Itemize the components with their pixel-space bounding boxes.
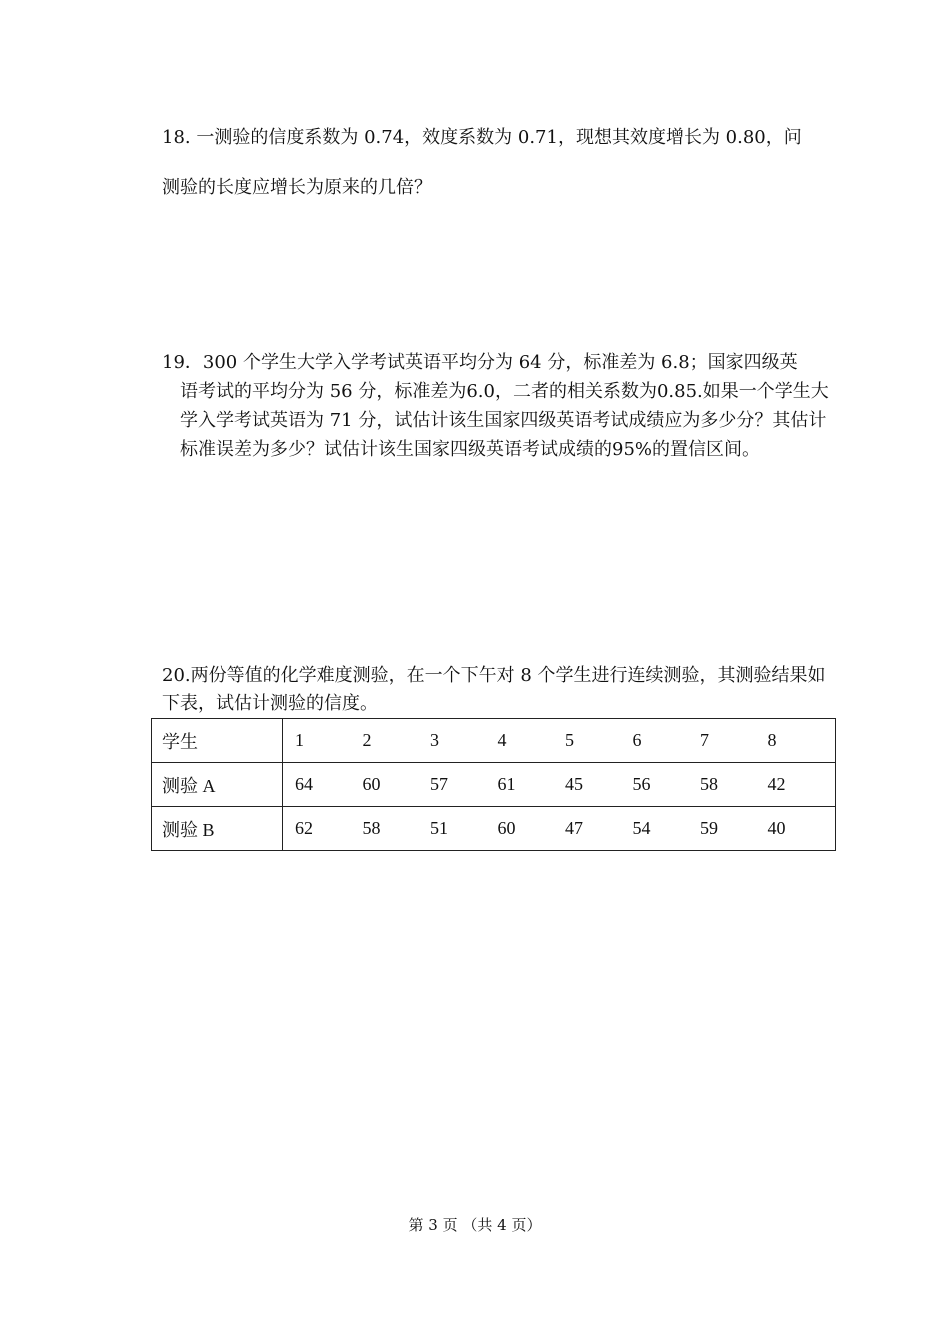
table-cell: 59 (700, 818, 718, 838)
table-cell: 8 (767, 730, 777, 750)
table-cell: 4 (497, 730, 507, 750)
table-cell: 57 (430, 774, 448, 794)
table-cell: 58 (700, 774, 718, 794)
table-row (152, 763, 836, 807)
table-cell: 45 (565, 774, 583, 794)
table-cell: 60 (497, 818, 516, 838)
row-label: 学生 (152, 719, 283, 763)
score-table (151, 718, 836, 851)
question-19-body: 语考试的平均分为 56 分，标准差为6.0，二者的相关系数为0.85.如果一个学生大学入学考试英语为 71 分，试估计该生国家四级英语考试成绩应为多少分？其估计标准误差为多少？试估计该生国家四级英语考试成绩的95%的置信区间。 (180, 381, 829, 460)
table-cell: 62 (295, 818, 313, 838)
table-cell: 60 (362, 774, 381, 794)
question-18-line2: 测验的长度应增长为原来的几倍？ (162, 177, 432, 198)
table-cell: 1 (295, 730, 304, 750)
question-18 (162, 123, 832, 203)
question-18-line1: 18. 一测验的信度系数为 0.74，效度系数为 0.71，现想其效度增长为 0.80，问 (162, 127, 802, 148)
page-footer: 第 3 页 （共 4 页） (408, 1216, 542, 1234)
question-20 (162, 662, 832, 718)
row-label: 测验 A (152, 763, 283, 807)
table-row (152, 719, 836, 763)
table-cell: 47 (565, 818, 583, 838)
table-cell: 6 (632, 730, 642, 750)
table-cell: 42 (767, 774, 786, 794)
question-19 (162, 348, 832, 464)
table-row (152, 807, 836, 851)
table-cell: 3 (430, 730, 439, 750)
question-20-text: 20.两份等值的化学难度测验，在一个下午对 8 个学生进行连续测验，其测验结果如下表，试估计测验的信度。 (162, 665, 826, 714)
table-cell: 5 (565, 730, 574, 750)
table-cell: 51 (430, 818, 448, 838)
table-cell: 56 (632, 774, 651, 794)
question-19-line1: 19．300 个学生大学入学考试英语平均分为 64 分，标准差为 6.8；国家四级英 (162, 352, 798, 373)
row-label: 测验 B (152, 807, 283, 851)
table-cell: 61 (497, 774, 516, 794)
table-cell: 7 (700, 730, 709, 750)
table-cell: 54 (632, 818, 651, 838)
table-cell: 58 (362, 818, 381, 838)
table-cell: 2 (362, 730, 372, 750)
table-cell: 40 (767, 818, 786, 838)
table-cell: 64 (295, 774, 313, 794)
